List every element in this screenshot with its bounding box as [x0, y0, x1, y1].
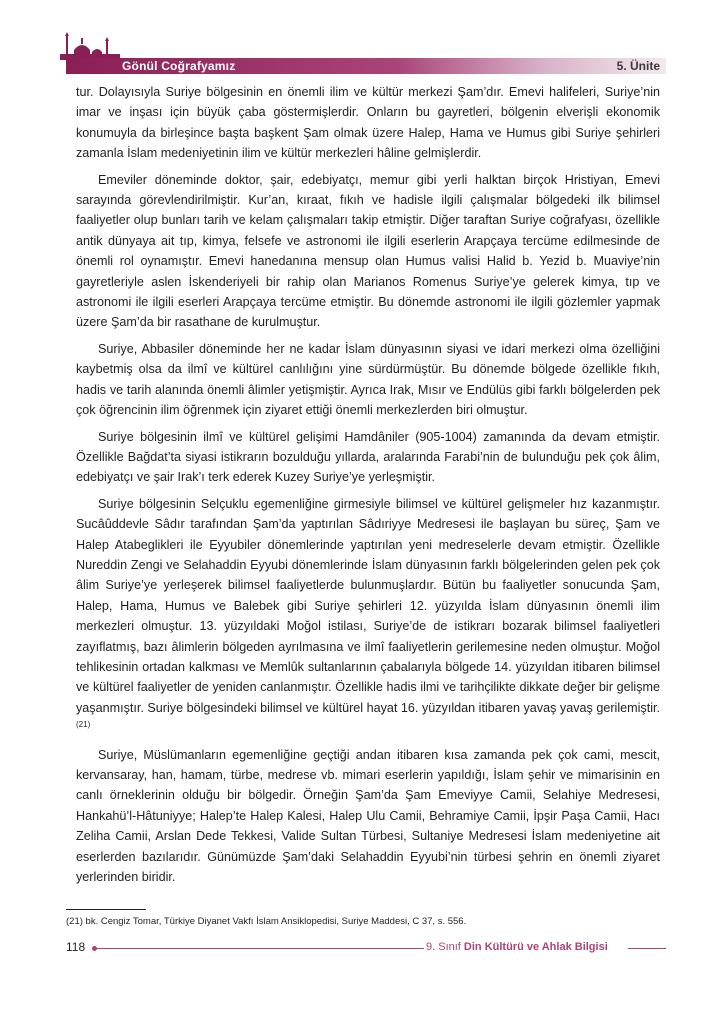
body-text: [76, 82, 660, 893]
footnote-divider: [66, 909, 146, 910]
footnote: (21) bk. Cengiz Tomar, Türkiye Diyanet Vakfı İslam Ansiklopedisi, Suriye Maddesi, C 37, s. 556.: [66, 916, 467, 927]
paragraph: tur. Dolayısıyla Suriye bölgesinin en önemli ilim ve kültür merkezi Şam’dır. Emevi halifeleri, Suriye’nin imar ve inşası için büyük çaba göstermişlerdir. Onların bu gayretleri, bölgenin elverişli ekonomik konumuyla da birleşince başta başkent Şam olmak üzere Halep, Hama ve Humus gibi Suriye şehirleri zamanla İslam medeniyetinin ilim ve kültür merkezleri hâline gelmişlerdir.: [76, 85, 660, 161]
book-grade: 9. Sınıf: [426, 941, 461, 953]
page-footer: [66, 940, 666, 960]
paragraph: Suriye bölgesinin ilmî ve kültürel gelişimi Hamdâniler (905-1004) zamanında da devam etmiştir. Özellikle Bağdat’ta siyasi istikrarın bozulduğu yıllarda, aralarında Farabi’nin de bulunduğu pek çok âlim, edebiyatçı ve şair Irak’ı terk ederek Kuzey Suriye’ye yerleşmiştir.: [76, 429, 660, 485]
paragraph-text: Suriye bölgesinin Selçuklu egemenliğine girmesiyle bilimsel ve kültürel gelişmeler hız kazanmıştır. Sucâûddevle Sâdır tarafından Şam’da yaptırılan Sâdıriyye Medresesi ile başlayan bu süreç, Şam ve Halep Atabeglikleri ile Eyyubiler dönemlerinde yaptırılan yeni medreselerle devam etmiştir. Özellikle Nureddin Zengi ve Selahaddin Eyyubi dönemlerinde İslam dünyasının farklı bölgelerinden gelen pek çok âlim Suriye’ye yerleşerek bilimsel faaliyetlerde bulunmuşlardır. Bütün bu faaliyetler sonucunda Şam, Halep, Hama, Humus ve Balebek gibi Suriye şehirleri 12. yüzyılda İslam dünyasının önemli ilim merkezleri olmuştur. 13. yüzyıldaki Moğol istilası, Suriye’de de istikrarı bozarak bilimsel faaliyetleri zayıflatmış, bazı âlimlerin bölgeden ayrılmasına ve ilmî faaliyetlerin gerilemesine neden olmuştur. Moğol tehlikesinin ortadan kalkması ve Memlûk sultanlarının çabalarıyla bölgede 14. yüzyıldan itibaren bilimsel ve kültürel faaliyetler de yeniden canlanmıştır. Özellikle hadis ilmi ve tarihçilikte dikkate değer bir gelişme yaşanmıştır. Suriye bölgesindeki bilimsel ve kültürel hayat 16. yüzyıldan itibaren yavaş yavaş gerilemiştir.: [76, 496, 660, 715]
book-name: Din Kültürü ve Ahlak Bilgisi: [463, 941, 608, 953]
paragraph: Suriye, Abbasiler döneminde her ne kadar İslam dünyasının siyasi ve idari merkezi olma özelliğini kaybetmiş olsa da ilmî ve kültürel canlılığını yine sürdürmüştür. Bu dönemde bölgede özellikle fıkıh, hadis ve tarih alanında önemli âlimler yetişmiştir. Ayrıca Irak, Mısır ve Endülüs gibi farklı bölgelerden pek çok öğrencinin ilim öğrenmek için ziyaret ettiği önemli merkezlerden biri olmuştur.: [76, 341, 660, 418]
section-title: Gönül Coğrafyamız: [122, 59, 236, 73]
paragraph: Suriye, Müslümanların egemenliğine geçtiği andan itibaren kısa zamanda pek çok cami, mescit, kervansaray, han, hamam, türbe, medrese vb. mimari eserlerin yapıldığı, İslam şehir ve mimarisinin en canlı örneklerinin olduğu bir bölgedir. Örneğin Şam’da Şam Emeviyye Camii, Selahiye Medresesi, Hankahü’l-Hâtuniyye; Halep’te Halep Kalesi, Halep Ulu Camii, Behramiye Camii, İpşir Paşa Camii, Hacı Zeliha Camii, Arslan Dede Tekkesi, Valide Sultan Türbesi, Sultaniye Medresesi İslam medeniyetine ait eserlerden bazılarıdır. Günümüzde Şam’daki Selahaddin Eyyubi’nin türbesi şehrin en önemli ziyaret yerlerinden biridir.: [76, 747, 660, 885]
book-title: [426, 941, 608, 953]
footer-divider-right: [628, 948, 666, 949]
paragraph: Emeviler döneminde doktor, şair, edebiyatçı, memur gibi yerli halktan birçok Hristiyan, Emevi sarayında görevlendirilmiştir. Kur’an, kıraat, fıkıh ve hadisle ilgili çalışmalar bölgedeki ilk bilimsel faaliyetler olup bunları tarih ve kelam çalışmaları takip etmiştir. Diğer taraftan Suriye coğrafyası, özellikle antik dünyaya ait tıp, kimya, felsefe ve astronomi ile ilgili eserlerin Arapçaya tercüme edilmesinde de önemli rol oynamıştır. Emevi hanedanına mensup olan Humus valisi Halid b. Yezid b. Muaviye’nin gayretleriyle aslen İskenderiyeli bir rahip olan Marianos Romenus Suriye’ye gelerek kimya, tıp ve astronomi ile ilgili eserleri Arapçaya tercüme etmiştir. Bu dönemde astronomi ile ilgili gözlemler yapmak üzere Şam’da bir rasathane de kurulmuştur.: [76, 172, 660, 330]
page-header: [0, 0, 726, 78]
footer-divider: [94, 948, 424, 949]
page-number: 118: [66, 940, 86, 954]
unit-label: 5. Ünite: [616, 59, 660, 73]
mosque-skyline-icon: [60, 32, 120, 60]
paragraph-with-footnote: [76, 494, 660, 739]
footnote-reference[interactable]: (21): [76, 720, 91, 729]
